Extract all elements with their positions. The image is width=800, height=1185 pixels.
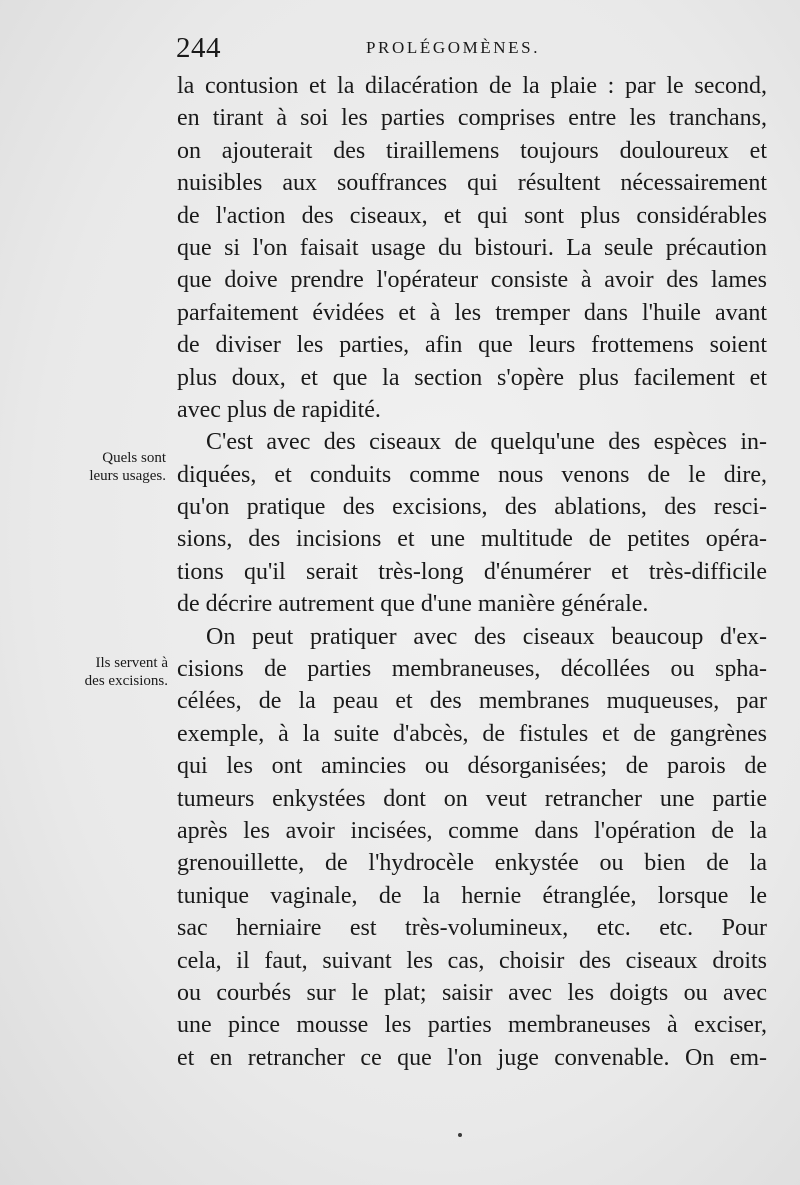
margin-note-line: Ils servent à [95,655,168,671]
text-line: tunique vaginale, de la hernie étranglée, lorsque le [177,882,767,909]
margin-note-line: Quels sont [102,450,166,466]
margin-note-line: leurs usages. [89,468,166,484]
text-line: une pince mousse les parties membraneuses à exciser, [177,1012,767,1039]
text-line: plus doux, et que la section s'opère plus facilement et [177,364,767,391]
margin-note-excisions [70,654,168,690]
paragraph-end-line: avec plus de rapidité. [177,396,381,423]
margin-note-line: des excisions. [84,673,168,689]
text-line: après les avoir incisées, comme dans l'opération de la [177,817,767,844]
running-head [176,30,766,66]
body-text [177,70,767,1074]
text-line: parfaitement évidées et à les tremper dans l'huile avant [177,299,767,326]
text-line: cela, il faut, suivant les cas, choisir des ciseaux droits [177,947,767,974]
text-line: qui les ont amincies ou désorganisées; de parois de [177,753,767,780]
running-title: PROLÉGOMÈNES. [366,38,541,57]
text-line: ou courbés sur le plat; saisir avec les doigts ou avec [177,979,767,1006]
text-line: et en retrancher ce que l'on juge convenable. On em- [177,1044,767,1071]
ink-speck [458,1133,462,1137]
text-line: de diviser les parties, afin que leurs frottemens soient [177,332,767,359]
page-number: 244 [176,32,221,64]
text-line: tions qu'il serait très-long d'énumérer et très-difficile [177,558,767,585]
text-line: qu'on pratique des excisions, des ablations, des resci- [177,494,767,521]
text-line: sions, des incisions et une multitude de petites opéra- [177,526,767,553]
text-line: exemple, à la suite d'abcès, de fistules et de gangrènes [177,720,767,747]
text-line: la contusion et la dilacération de la plaie : par le second, [177,73,767,99]
text-line: en tirant à soi les parties comprises entre les tranchans, [177,105,767,132]
text-line: diquées, et conduits comme nous venons de le dire, [177,461,767,488]
text-line: que si l'on faisait usage du bistouri. La seule précaution [177,234,767,261]
margin-note-usages [74,449,166,485]
text-line: on ajouterait des tiraillemens toujours douloureux et [177,137,767,164]
text-line: cisions de parties membraneuses, décollées ou spha- [177,656,767,683]
text-line: grenouillette, de l'hydrocèle enkystée ou bien de la [177,850,767,877]
text-line: tumeurs enkystées dont on veut retrancher une partie [177,785,767,812]
paragraph-end-line: de décrire autrement que d'une manière générale. [177,591,649,618]
text-line: célées, de la peau et des membranes muqueuses, par [177,688,767,715]
text-line: sac herniaire est très-volumineux, etc. etc. Pour [177,915,767,942]
text-line: que doive prendre l'opérateur consiste à avoir des lames [177,267,767,294]
text-line: nuisibles aux souffrances qui résultent nécessairement [177,170,767,197]
paragraph-start-line: C'est avec des ciseaux de quelqu'une des espèces in- [206,429,767,456]
paragraph-start-line: On peut pratiquer avec des ciseaux beaucoup d'ex- [206,623,767,650]
text-line: de l'action des ciseaux, et qui sont plus considérables [177,202,767,229]
